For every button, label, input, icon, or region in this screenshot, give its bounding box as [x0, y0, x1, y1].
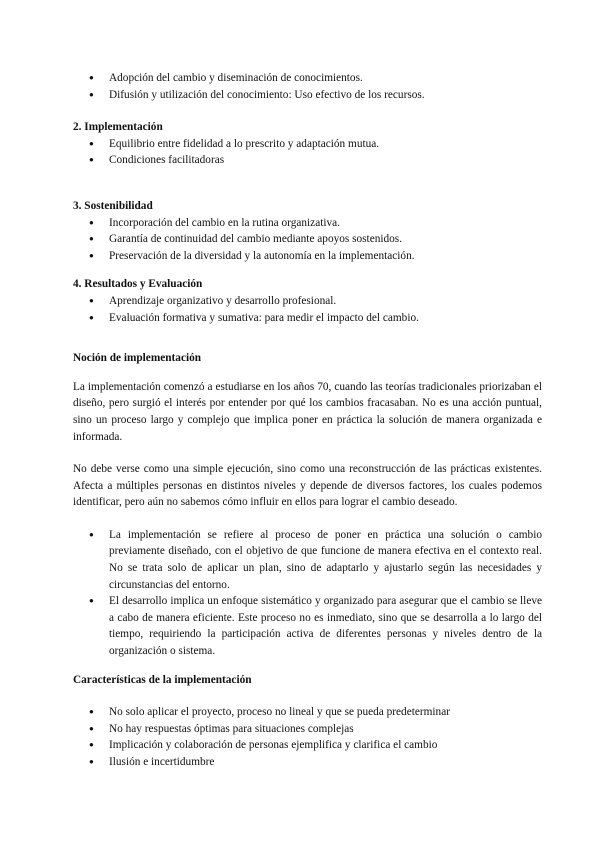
section-heading-sostenibilidad: 3. Sostenibilidad — [73, 199, 153, 212]
caracteristicas-bullet-list — [73, 704, 542, 770]
nocion-bullet-list — [73, 527, 542, 660]
list-item: ● Garantía de continuidad del cambio mediante apoyos sostenidos. — [73, 231, 542, 248]
list-item: ● Evaluación formativa y sumativa: para medir el impacto del cambio. — [73, 310, 542, 327]
list-item: ● Incorporación del cambio en la rutina organizativa. — [73, 215, 542, 232]
list-item: ● Adopción del cambio y diseminación de conocimientos. — [73, 70, 542, 87]
resultados-bullet-list — [73, 293, 542, 326]
list-item: ● El desarrollo implica un enfoque sistemático y organizado para asegurar que el cambio se lleve a cabo de manera eficiente. Este proceso no es inmediato, sino que se desarrolla a lo largo del tiempo, requiriendo la participación activa de diferentes personas y niveles dentro de la organización o sistema. — [73, 593, 542, 659]
list-item: ● Preservación de la diversidad y la autonomía en la implementación. — [73, 248, 542, 265]
intro-bullet-list — [73, 70, 542, 103]
section-heading-nocion: Noción de implementación — [73, 352, 202, 365]
nocion-paragraph-1: La implementación comenzó a estudiarse en los años 70, cuando las teorías tradicionales priorizaban el diseño, pero surgió el interés por entender por qué los cambios fracasaban. No es una acción puntual, sino un proceso largo y complejo que implica poner en práctica la solución de manera organizada e informada. — [73, 380, 542, 443]
list-item: ● Equilibrio entre fidelidad a lo prescrito y adaptación mutua. — [73, 136, 542, 153]
list-item: ● Aprendizaje organizativo y desarrollo profesional. — [73, 293, 542, 310]
nocion-paragraph-2: No debe verse como una simple ejecución, sino como una reconstrucción de las prácticas existentes. Afecta a múltiples personas en distintos niveles y depende de diversos factores, los cuales podemos identificar, pero aún no sabemos cómo influir en ellos para lograr el cambio deseado. — [73, 463, 542, 509]
list-item: ● Implicación y colaboración de personas ejemplifica y clarifica el cambio — [73, 737, 542, 754]
sostenibilidad-bullet-list — [73, 215, 542, 265]
implementacion-bullet-list — [73, 136, 542, 169]
section-heading-caracteristicas: Características de la implementación — [73, 673, 252, 686]
list-item: ● No solo aplicar el proyecto, proceso no lineal y que se pueda predeterminar — [73, 704, 542, 721]
list-item: ● Ilusión e incertidumbre — [73, 754, 542, 771]
section-heading-resultados: 4. Resultados y Evaluación — [73, 278, 203, 291]
section-heading-implementacion: 2. Implementación — [73, 121, 163, 134]
list-item: ● Difusión y utilización del conocimiento: Uso efectivo de los recursos. — [73, 87, 542, 104]
list-item: ● La implementación se refiere al proceso de poner en práctica una solución o cambio previamente diseñado, con el objetivo de que funcione de manera efectiva en el contexto real. No se trata solo de aplicar un plan, sino de adaptarlo y ajustarlo según las necesidades y circunstancias del entorno. — [73, 527, 542, 593]
list-item: ● No hay respuestas óptimas para situaciones complejas — [73, 721, 542, 738]
list-item: ● Condiciones facilitadoras — [73, 152, 542, 169]
